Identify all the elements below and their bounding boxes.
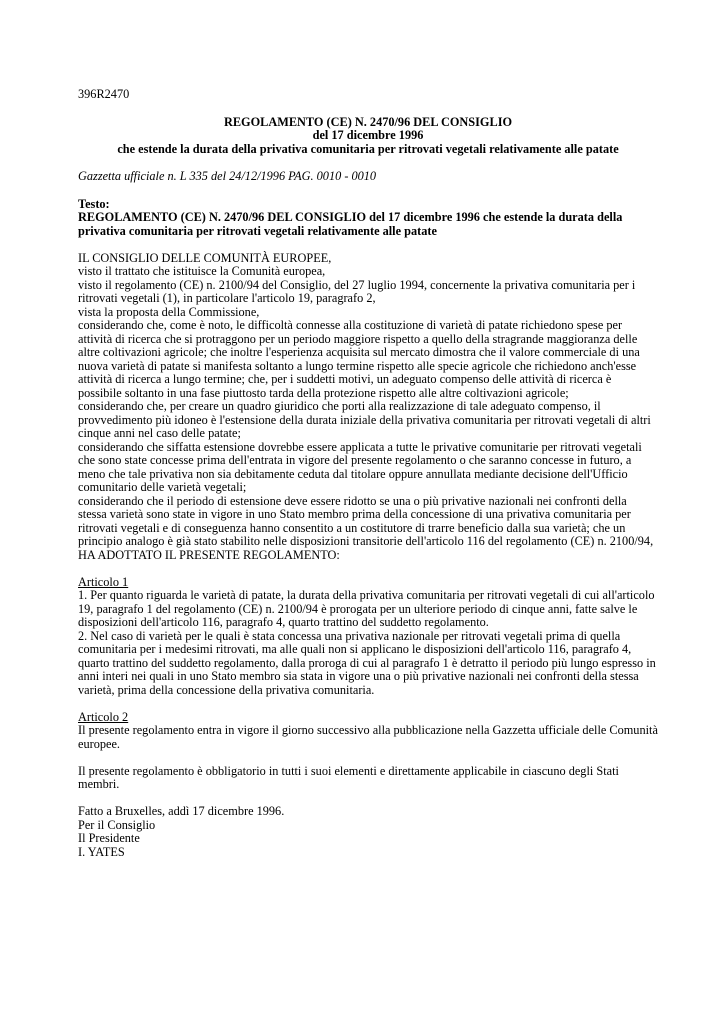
closing-council: Per il Consiglio (78, 817, 156, 832)
article-1-heading: Articolo 1 (78, 574, 129, 589)
document-title (78, 116, 658, 157)
document-id: 396R2470 (78, 87, 130, 101)
preamble-line: considerando che siffatta estensione dovrebbe essere applicata a tutte le privative comunitarie per ritrovati vegetali che sono state concesse prima dell'entrata in vigore del presente regolamento o che saranno concesse in futuro, a meno che tale privativa non sia debitamente ceduta dal titolare oppure annullata mediante decisione dell'Ufficio comunitario delle varietà vegetali; (78, 439, 642, 494)
preamble-line: considerando che, per creare un quadro giuridico che porti alla realizzazione di tale adeguato compenso, il provvedimento più idoneo è l'estensione della durata iniziale della privativa comunitaria per ritrovati vegetali di altri cinque anni nel caso delle patate; (78, 399, 651, 440)
testo-title: REGOLAMENTO (CE) N. 2470/96 DEL CONSIGLIO del 17 dicembre 1996 che estende la durata della privativa comunitaria per ritrovati vegetali relativamente alle patate (78, 210, 623, 238)
closing-president-title: Il Presidente (78, 831, 140, 845)
article-1-paragraph-2: 2. Nel caso di varietà per le quali è stata concessa una privativa nazionale per ritrovati vegetali prima di quella comunitaria per i medesimi ritrovati, ma alle quali non si applicano le disposizioni dell'articolo 116, paragrafo 4, quarto trattino del suddetto regolamento, dalla proroga di cui al paragrafo 1 è detratto il periodo più lungo espresso in anni interi nei quali in uno Stato membro sia stata in vigore una o più privative nazionali nei confronti della stessa varietà, prima della concessione della privativa comunitaria. (78, 628, 656, 697)
article-2-heading: Articolo 2 (78, 709, 129, 724)
preamble-line: IL CONSIGLIO DELLE COMUNITÀ EUROPEE, (78, 250, 332, 265)
preamble-line: visto il trattato che istituisce la Comunità europea, (78, 264, 326, 278)
preamble-line: considerando che, come è noto, le difficoltà connesse alla costituzione di varietà di patate richiedono spese per attività di ricerca che si protraggono per un periodo maggiore rispetto a quello della stragrande maggioranza delle altre coltivazioni agricole; che inoltre l'esperienza acquisita sul mercato dimostra che il valore commerciale di una nuova varietà di patate si manifesta soltanto a lungo termine rispetto alle specie agricole che richiedono anch'esse attività di ricerca a lungo termine; che, per i suddetti motivi, un adeguato compenso delle attività di ricerca è possibile soltanto in una fase piuttosto tarda della protezione rispetto alle altre coltivazioni agricole; (78, 318, 640, 400)
article-1 (78, 576, 658, 698)
gazette-reference: Gazzetta ufficiale n. L 335 del 24/12/1996 PAG. 0010 - 0010 (78, 169, 377, 183)
closing-signatory: I. YATES (78, 844, 125, 859)
preamble-line: vista la proposta della Commissione, (78, 304, 260, 319)
testo-label: Testo: (78, 196, 110, 211)
document-page (78, 88, 658, 859)
title-line-3: che estende la durata della privativa comunitaria per ritrovati vegetali relativamente alle patate (117, 141, 619, 156)
preamble-line: considerando che il periodo di estensione deve essere ridotto se una o più privative nazionali nei confronti della stessa varietà sono state in vigore in uno Stato membro prima della concessione di una privativa comunitaria per ritrovati vegetali e di conseguenza hanno consentito a un costitutore di trarre beneficio dalla sua varietà; che un principio analogo è già stato stabilito nelle disposizioni transitorie dell'articolo 116 del regolamento (CE) n. 2100/94, (78, 493, 654, 548)
title-line-1: REGOLAMENTO (CE) N. 2470/96 DEL CONSIGLIO (223, 114, 513, 129)
title-line-2: del 17 dicembre 1996 (312, 128, 424, 142)
closing-place-date: Fatto a Bruxelles, addì 17 dicembre 1996. (78, 804, 285, 818)
preamble-line: visto il regolamento (CE) n. 2100/94 del Consiglio, del 27 luglio 1994, concernente la privativa comunitaria per i ritrovati vegetali (1), in particolare l'articolo 19, paragrafo 2, (78, 277, 636, 305)
article-2 (78, 711, 658, 792)
article-2-paragraph-1: Il presente regolamento entra in vigore il giorno successivo alla pubblicazione nella Gazzetta ufficiale delle Comunità europee. (78, 723, 658, 751)
preamble (78, 252, 658, 563)
article-2-paragraph-2: Il presente regolamento è obbligatorio in tutti i suoi elementi e direttamente applicabile in ciascuno degli Stati membri. (78, 763, 619, 791)
preamble-line: HA ADOTTATO IL PRESENTE REGOLAMENTO: (78, 547, 340, 562)
closing-block (78, 805, 658, 859)
article-1-paragraph-1: 1. Per quanto riguarda le varietà di patate, la durata della privativa comunitaria per ritrovati vegetali di cui all'articolo 19, paragrafo 1 del regolamento (CE) n. 2100/94 è prorogata per un ulteriore periodo di cinque anni, fatte salve le disposizioni dell'articolo 116, paragrafo 4, quarto trattino del suddetto regolamento. (78, 588, 655, 629)
